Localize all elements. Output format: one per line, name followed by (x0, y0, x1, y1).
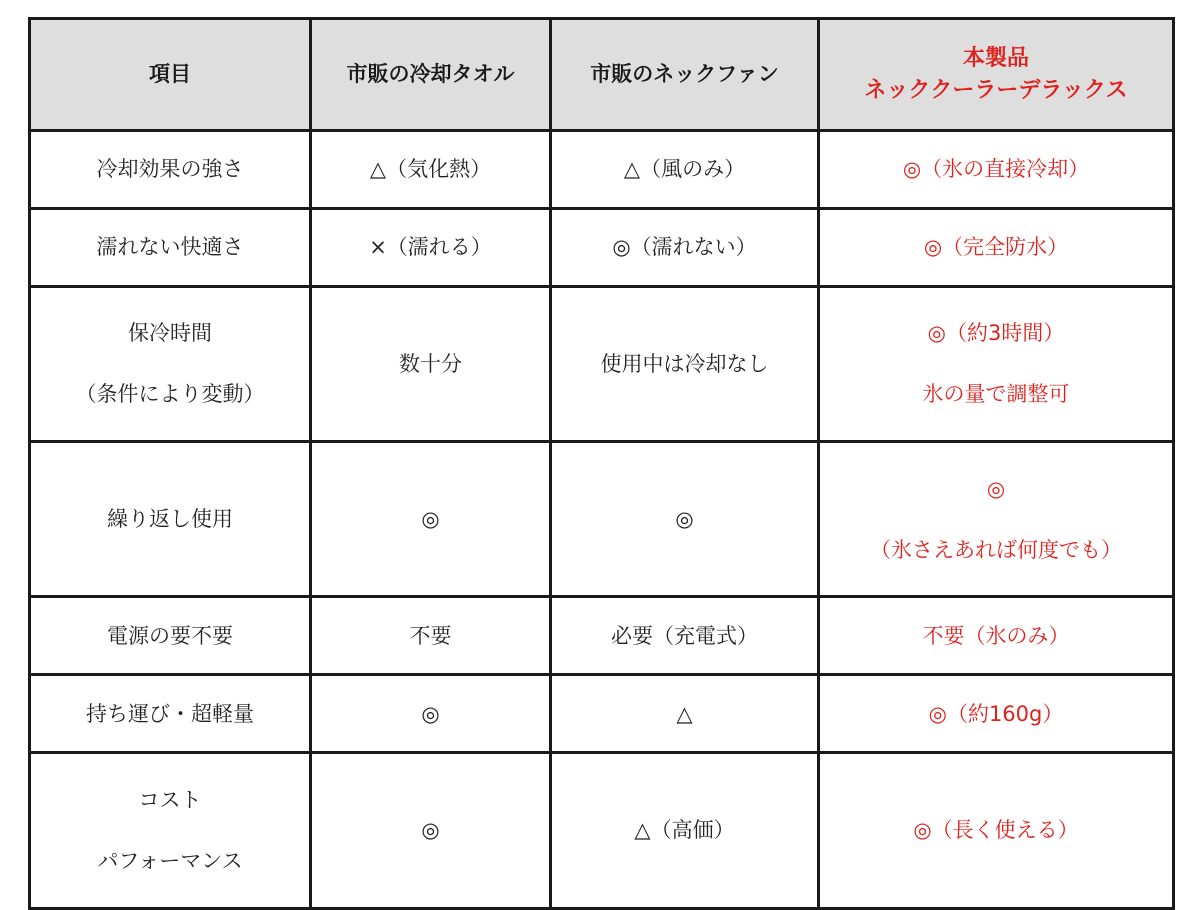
comparison-table-container (28, 17, 1172, 873)
cell-fan: △（風のみ） (551, 131, 819, 209)
table-row (30, 675, 1174, 753)
row-item: 持ち運び・超軽量 (30, 675, 311, 753)
cell-product: ◎（約160g） (819, 675, 1174, 753)
cell-fan: △ (551, 675, 819, 753)
table-row (30, 287, 1174, 442)
row-item-line: 保冷時間 (128, 321, 212, 346)
cell-product (819, 287, 1174, 442)
cell-towel: 数十分 (311, 287, 551, 442)
cell-product: 不要（氷のみ） (819, 597, 1174, 675)
comparison-table (28, 17, 1175, 910)
row-item: 冷却効果の強さ (30, 131, 311, 209)
table-row (30, 753, 1174, 908)
cell-towel: △（気化熱） (311, 131, 551, 209)
cell-product-line: ◎ (986, 476, 1006, 501)
cell-product-note: （氷さえあれば何度でも） (870, 537, 1122, 562)
header-product (819, 19, 1174, 131)
row-item: 電源の要不要 (30, 597, 311, 675)
cell-fan: 必要（充電式） (551, 597, 819, 675)
cell-towel: ×（濡れる） (311, 209, 551, 287)
header-item: 項目 (30, 19, 311, 131)
row-item-line-2: パフォーマンス (97, 848, 243, 873)
header-cooling-towel: 市販の冷却タオル (311, 19, 551, 131)
row-item (30, 287, 311, 442)
row-item-line: コスト (138, 787, 202, 812)
cell-towel: ◎ (311, 442, 551, 597)
cell-product-line: ◎（約3時間） (927, 321, 1065, 346)
cell-fan: 使用中は冷却なし (551, 287, 819, 442)
row-item: 濡れない快適さ (30, 209, 311, 287)
cell-product: ◎（氷の直接冷却） (819, 131, 1174, 209)
table-row (30, 209, 1174, 287)
row-item-note: （条件により変動） (75, 382, 265, 407)
row-item: 繰り返し使用 (30, 442, 311, 597)
cell-towel: 不要 (311, 597, 551, 675)
table-row (30, 131, 1174, 209)
cell-product: ◎（完全防水） (819, 209, 1174, 287)
cell-fan: ◎ (551, 442, 819, 597)
table-row (30, 442, 1174, 597)
header-row (30, 19, 1174, 131)
cell-fan: △（高価） (551, 753, 819, 908)
cell-product-note: 氷の量で調整可 (922, 382, 1070, 407)
cell-towel: ◎ (311, 753, 551, 908)
row-item (30, 753, 311, 908)
cell-fan: ◎（濡れない） (551, 209, 819, 287)
header-product-label: 本製品 (962, 45, 1029, 71)
cell-product (819, 442, 1174, 597)
cell-towel: ◎ (311, 675, 551, 753)
table-row (30, 597, 1174, 675)
header-neck-fan: 市販のネックファン (551, 19, 819, 131)
cell-product: ◎（長く使える） (819, 753, 1174, 908)
header-product-name: ネッククーラーデラックス (864, 77, 1128, 103)
